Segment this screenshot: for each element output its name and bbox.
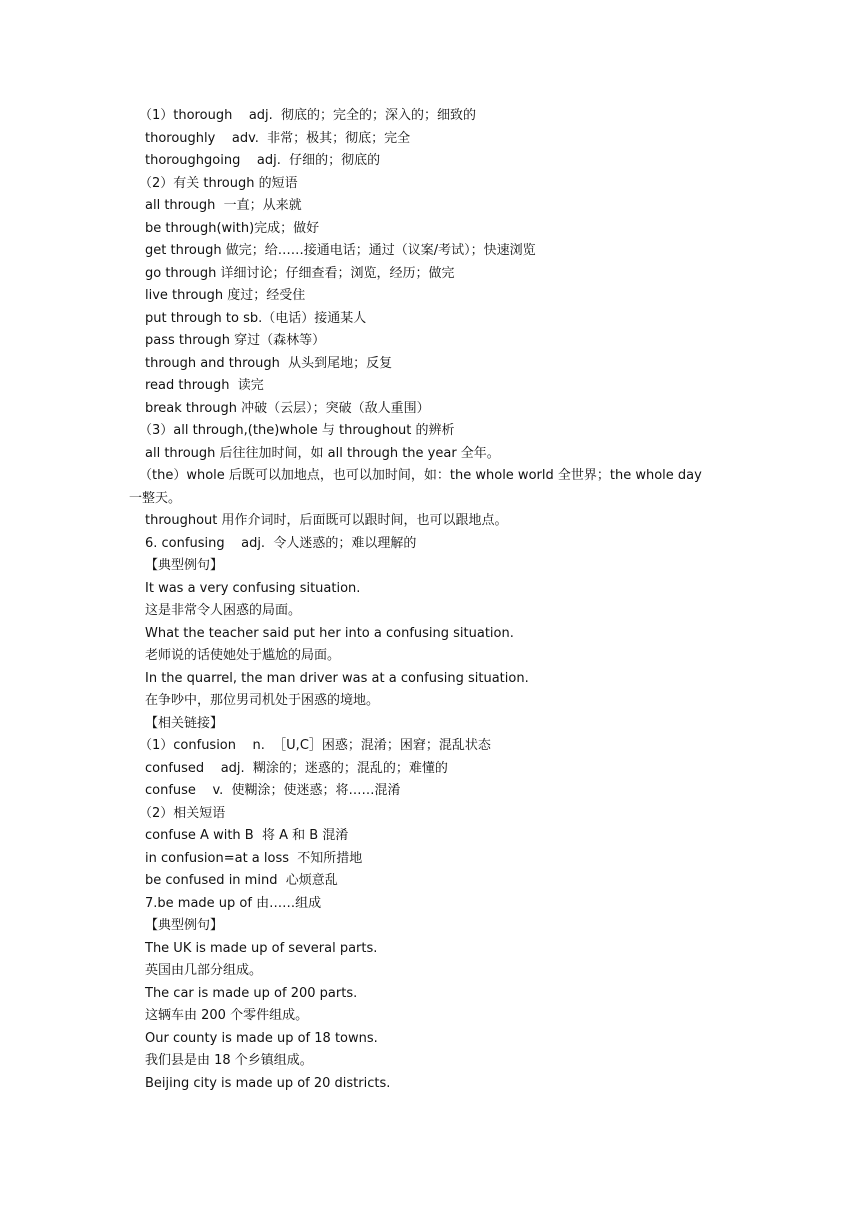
text-line: in confusion=at a loss 不知所措地 — [145, 850, 363, 866]
text-line: thoroughly adv. 非常；极其；彻底；完全 — [145, 130, 411, 146]
text-line: （1）thorough adj. 彻底的；完全的；深入的；细致的 — [139, 108, 477, 123]
text-line: （2）相关短语 — [139, 805, 226, 821]
text-line: The UK is made up of several parts. — [145, 940, 378, 956]
text-line: （1）confusion n. ［U,C］困惑；混淆；困窘；混乱状态 — [139, 738, 491, 753]
text-line: be through(with)完成；做好 — [145, 220, 320, 236]
text-line: In the quarrel, the man driver was at a confusing situation. — [145, 670, 529, 686]
text-line: 7.be made up of 由……组成 — [145, 895, 322, 911]
document-body — [129, 105, 745, 1095]
text-line: 6. confusing adj. 令人迷惑的；难以理解的 — [145, 535, 417, 551]
text-line: Beijing city is made up of 20 districts. — [145, 1075, 391, 1091]
text-line: （2）有关 through 的短语 — [139, 175, 298, 191]
text-line: The car is made up of 200 parts. — [145, 985, 358, 1001]
text-line: （3）all through,(the)whole 与 throughout 的辨析 — [139, 423, 455, 438]
text-line: What the teacher said put her into a confusing situation. — [145, 625, 514, 641]
text-line: 这是非常令人困惑的局面。 — [145, 603, 302, 618]
text-line: 这辆车由 200 个零件组成。 — [145, 1008, 309, 1023]
text-line: get through 做完；给……接通电话；通过（议案/考试）；快速浏览 — [145, 243, 536, 258]
text-line: confused adj. 糊涂的；迷惑的；混乱的；难懂的 — [145, 760, 448, 776]
text-line: 英国由几部分组成。 — [145, 963, 263, 978]
text-line: be confused in mind 心烦意乱 — [145, 873, 338, 888]
text-line: put through to sb.（电话）接通某人 — [145, 310, 367, 326]
text-line: all through 一直；从来就 — [145, 198, 302, 213]
text-line: confuse v. 使糊涂；使迷惑；将……混淆 — [145, 783, 401, 798]
text-line: live through 度过；经受住 — [145, 288, 306, 303]
text-line: thoroughgoing adj. 仔细的；彻底的 — [145, 153, 381, 168]
text-line: all through 后往往加时间，如 all through the year 全年。 — [145, 445, 500, 461]
text-line: 【相关链接】 — [145, 715, 224, 731]
text-line: throughout 用作介词时，后面既可以跟时间，也可以跟地点。 — [145, 513, 508, 528]
text-line: confuse A with B 将 A 和 B 混淆 — [145, 828, 349, 843]
text-line: 老师说的话使她处于尴尬的局面。 — [145, 648, 341, 663]
text-line: break through 冲破（云层）；突破（敌人重围） — [145, 400, 430, 416]
text-line: （the）whole 后既可以加地点，也可以加时间，如：the whole world 全世界；the whole day — [139, 468, 702, 483]
text-line: It was a very confusing situation. — [145, 580, 361, 596]
text-line: through and through 从头到尾地；反复 — [145, 355, 393, 371]
text-line: 一整天。 — [129, 490, 182, 506]
text-line: 【典型例句】 — [145, 558, 224, 573]
text-line: 我们县是由 18 个乡镇组成。 — [145, 1053, 313, 1068]
text-line: 【典型例句】 — [145, 918, 224, 933]
text-line: pass through 穿过（森林等） — [145, 333, 326, 348]
text-line: go through 详细讨论；仔细查看；浏览，经历；做完 — [145, 265, 455, 281]
text-line: Our county is made up of 18 towns. — [145, 1030, 378, 1046]
text-line: 在争吵中，那位男司机处于困惑的境地。 — [145, 693, 380, 708]
text-line: read through 读完 — [145, 378, 264, 393]
